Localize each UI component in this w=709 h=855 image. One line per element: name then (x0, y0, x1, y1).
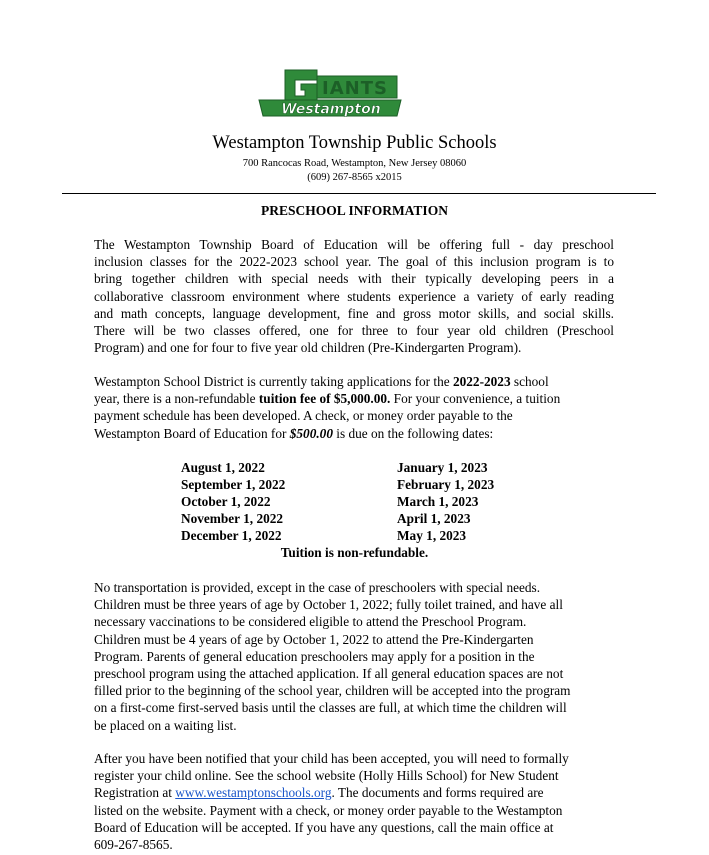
school-year: 2022-2023 (452, 374, 511, 389)
payment-date: April 1, 2023 (397, 511, 471, 526)
paragraph-line: listed on the website. Payment with a check, or money order payable to the Westampton (94, 802, 563, 818)
paragraph-line: The Westampton Township Board of Education will be offering full - day preschool (94, 237, 614, 252)
paragraph-line: Program. Parents of general education preschoolers may apply for a position in the (94, 648, 535, 664)
school-website-link[interactable]: www.westamptonschools.org (175, 785, 332, 801)
paragraph-line: preschool program using the attached application. If all general education spaces are not (94, 666, 564, 682)
page-title: PRESCHOOL INFORMATION (261, 203, 448, 218)
school-phone: (609) 267-8565 x2015 (307, 172, 402, 183)
tuition-paragraph (94, 373, 614, 442)
intro-paragraph (94, 236, 614, 356)
school-address: 700 Rancocas Road, Westampton, New Jersey 08060 (242, 158, 467, 169)
paragraph-line: Children must be three years of age by October 1, 2022; fully toilet trained, and have all (94, 597, 563, 613)
payment-dates-2023 (397, 459, 494, 544)
westampton-giants-logo (255, 66, 405, 122)
header-divider (62, 193, 656, 194)
paragraph-line: Children must be 4 years of age by October 1, 2022 to attend the Pre-Kindergarten (94, 631, 534, 647)
paragraph-line: 609-267-8565. (94, 837, 173, 853)
paragraph-line: Board of Education will be accepted. If you have any questions, call the main office at (94, 819, 554, 835)
payment-dates-2022 (181, 459, 285, 544)
paragraph-line: payment schedule has been developed. A check, or money order payable to the (94, 408, 513, 424)
paragraph-line: be placed on a waiting list. (94, 717, 237, 733)
paragraph-line: There will be two classes offered, one for three to four year old children (Preschool (94, 323, 614, 339)
paragraph-line: on a first-come first-served basis until the classes are full, at which time the children will (94, 700, 567, 716)
paragraph-line: filled prior to the beginning of the school year, children will be accepted into the program (94, 683, 571, 699)
paragraph-line: Program) and one for four to five year old children (Pre-Kindergarten Program). (94, 340, 522, 356)
paragraph-line: Westampton School District is currently taking applications for the 2022-2023 school (94, 374, 549, 389)
paragraph-line: register your child online. See the school website (Holly Hills School) for New Student (94, 768, 559, 784)
tuition-fee: tuition fee of $5,000.00. (258, 391, 391, 407)
non-refundable-note: Tuition is non-refundable. (280, 545, 429, 560)
paragraph-line: inclusion classes for the 2022-2023 school year. The goal of this inclusion program is to (94, 254, 614, 270)
payment-date: August 1, 2022 (181, 460, 265, 475)
payment-date: March 1, 2023 (397, 494, 479, 509)
logo-bottom-word: Westampton (281, 101, 381, 118)
payment-date: October 1, 2022 (181, 494, 271, 509)
paragraph-line: Westampton Board of Education for $500.00 is due on the following dates: (94, 425, 494, 441)
paragraph-line: No transportation is provided, except in the case of preschoolers with special needs. (94, 580, 541, 595)
payment-date: September 1, 2022 (181, 477, 286, 492)
payment-date: February 1, 2023 (397, 477, 495, 492)
logo-top-word: IANTS (322, 78, 388, 99)
payment-date: January 1, 2023 (397, 460, 488, 475)
payment-date: May 1, 2023 (397, 528, 467, 543)
school-name: Westampton Township Public Schools (212, 133, 497, 153)
payment-date: November 1, 2022 (181, 511, 284, 526)
paragraph-line: year, there is a non-refundable tuition fee of $5,000.00. For your convenience, a tuition (94, 391, 561, 407)
installment-amount: $500.00 (289, 425, 333, 441)
paragraph-line: and math concepts, language development, fine and gross motor skills, and social skills. (94, 305, 614, 321)
paragraph-line: Registration at www.westamptonschools.org. The documents and forms required are (94, 785, 544, 801)
logo-g-shape (285, 70, 317, 102)
paragraph-line: collaborative classroom environment where students experience a variety of early reading (94, 288, 614, 304)
paragraph-line: bring together children with special needs with their typically developing peers in a (94, 271, 614, 287)
payment-date: December 1, 2022 (181, 528, 282, 543)
eligibility-paragraph (94, 579, 614, 734)
registration-paragraph (94, 750, 614, 853)
paragraph-line: After you have been notified that your child has been accepted, you will need to formally (94, 751, 569, 766)
paragraph-line: necessary vaccinations to be considered eligible to attend the Preschool Program. (94, 614, 527, 630)
